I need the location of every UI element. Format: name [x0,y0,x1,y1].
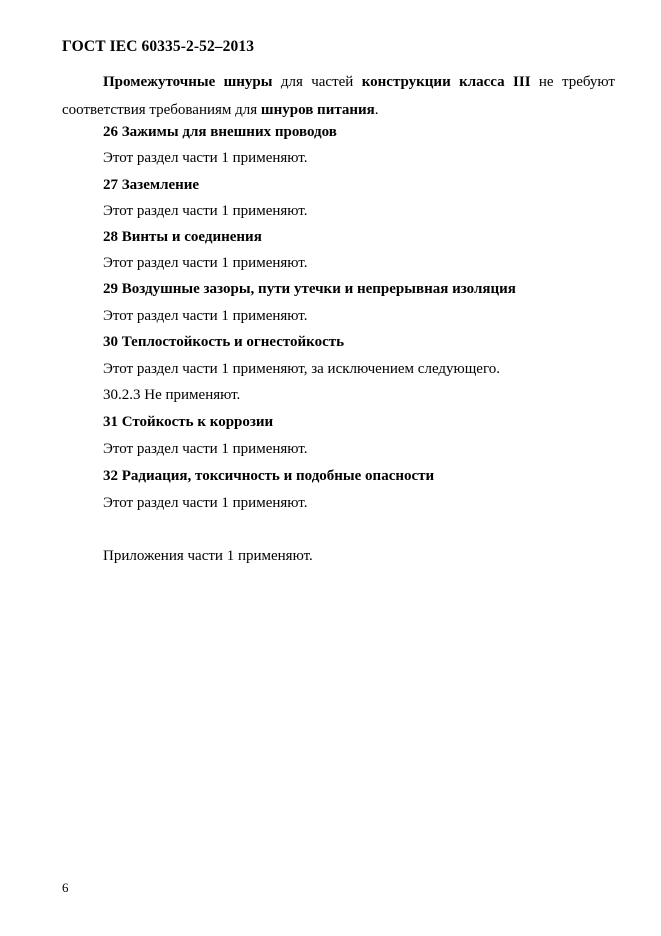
section-27-heading: 27 Заземление [103,177,200,193]
section-31-text: Этот раздел части 1 применяют. [103,441,308,457]
term-intermediate-cords: Промежуточные шнуры [103,74,273,90]
intro-line-1 [62,68,615,96]
section-30-text: Этот раздел части 1 применяют, за исключением следующего. [103,361,500,377]
intro-text-2: не требуют [530,74,615,90]
section-31-heading: 31 Стойкость к коррозии [103,414,274,430]
section-30-heading: 30 Теплостойкость и огнестойкость [103,334,345,350]
section-26-heading: 26 Зажимы для внешних проводов [103,124,337,140]
intro-text-3: соответствия требованиям для [62,102,261,118]
document-header-title: ГОСТ IEC 60335-2-52–2013 [62,38,255,55]
intro-paragraph [62,68,615,124]
section-28-heading: 28 Винты и соединения [103,229,262,245]
section-26-text: Этот раздел части 1 применяют. [103,150,308,166]
annexes-note: Приложения части 1 применяют. [103,548,313,564]
intro-text-1: для частей [272,74,362,90]
section-29-text: Этот раздел части 1 применяют. [103,308,308,324]
section-32-text: Этот раздел части 1 применяют. [103,495,308,511]
section-29-heading: 29 Воздушные зазоры, пути утечки и непрерывная изоляция [103,281,516,297]
section-32-heading: 32 Радиация, токсичность и подобные опасности [103,468,435,484]
term-class-iii-construction: конструкции класса III [361,74,531,90]
section-27-text: Этот раздел части 1 применяют. [103,203,308,219]
section-28-text: Этот раздел части 1 применяют. [103,255,308,271]
page-number: 6 [62,880,69,895]
intro-text-4: . [374,102,379,118]
section-30-subclause: 30.2.3 Не применяют. [103,387,241,403]
term-supply-cords: шнуров питания [260,102,375,118]
intro-line-2 [62,102,379,118]
